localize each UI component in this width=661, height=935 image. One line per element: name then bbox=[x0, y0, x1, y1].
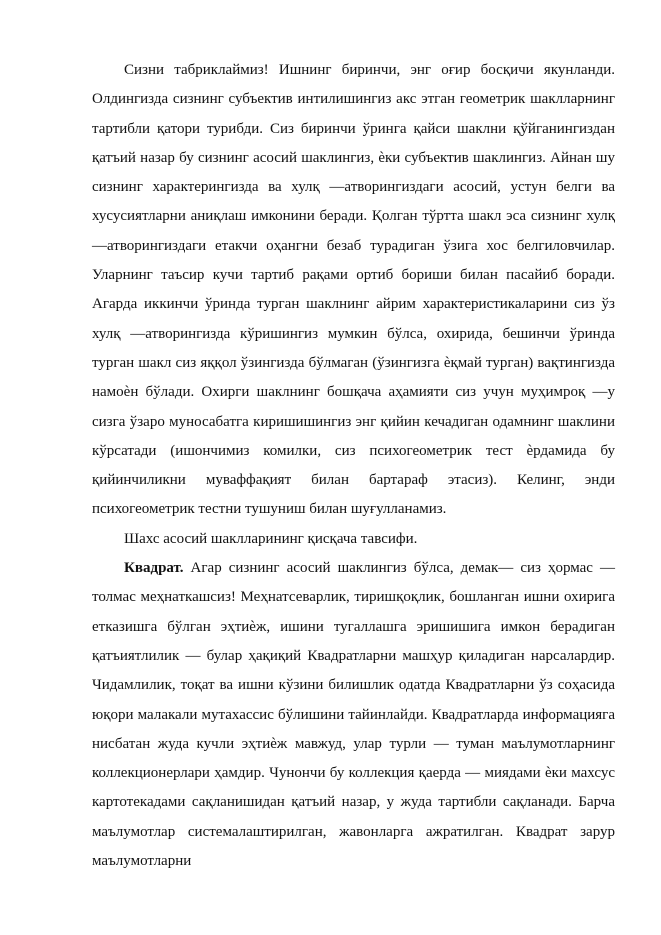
paragraph-text: Шахс асосий шаклларининг қисқача тавсифи. bbox=[124, 530, 418, 547]
document-page bbox=[92, 56, 615, 876]
paragraph-section-heading bbox=[92, 525, 615, 554]
paragraph-text: Сизни табриклаймиз! Ишнинг биринчи, энг оғир босқичи якунланди. Олдингизда сизнинг субъектив интилишингиз акс этган геометрик шаклларнинг тартибли қатори турибди. Сиз биринчи ўринга қайси шаклни қўйганингиздан қатъий назар бу сизнинг асосий шаклингиз, ѐки субъектив шаклингиз. Айнан шу сизнинг характерингизда ва хулқ —атворингиздаги асосий, устун белги ва хусусиятларни аниқлаш имконини беради. Қолган тўртта шакл эса сизнинг хулқ —атворингиздаги етакчи оҳангни безаб турадиган ўзига хос белгиловчилар. Уларнинг таъсир кучи тартиб рақами ортиб бориши билан пасайиб боради. Агарда иккинчи ўринда турган шаклнинг айрим характеристикаларини сиз ўз хулқ —атворингизда кўришингиз мумкин бўлса, охирида, бешинчи ўринда турган шакл сиз яққол ўзингизда бўлмаган (ўзингизга ѐқмай турган) вақтингизда намоѐн бўлади. Охирги шаклнинг бошқача аҳамияти сиз учун муҳимроқ —у сизга ўзаро муносабатга киришишингиз энг қийин кечадиган одамнинг шаклини кўрсатади (ишончимиз комилки, сиз психогеометрик тест ѐрдамида бу қийинчиликни муваффақият билан бартараф этасиз). Келинг, энди психогеометрик тестни тушуниш билан шуғулланамиз. bbox=[92, 62, 615, 518]
term-square: Квадрат. bbox=[124, 560, 184, 577]
paragraph-congratulations bbox=[92, 56, 615, 525]
paragraph-text: Агар сизнинг асосий шаклингиз бўлса, демак— сиз ҳормас — толмас меҳнаткашсиз! Меҳнатсеварлик, тиришқоқлик, бошланган ишни охирига етказишга бўлган эҳтиѐж, ишини тугаллашга эришишига имкон берадиган қатъиятлилик — булар ҳақиқий Квадратларни машҳур қиладиган нарсалардир. Чидамлилик, тоқат ва ишни кўзини билишлик одатда Квадратларни ўз соҳасида юқори малакали мутахассис бўлишини тайинлайди. Квадратларда информацияга нисбатан жуда кучли эҳтиѐж мавжуд, улар турли — туман маълумотларнинг коллекционерлари ҳамдир. Чунончи бу коллекция қаерда — миядами ѐки махсус картотекадами сақланишидан қатъий назар, у жуда тартибли сақланади. Барча маълумотлар системалаштирилган, жавонларга ажратилган. Квадрат зарур маълумотларни bbox=[92, 560, 615, 870]
paragraph-square bbox=[92, 554, 615, 876]
